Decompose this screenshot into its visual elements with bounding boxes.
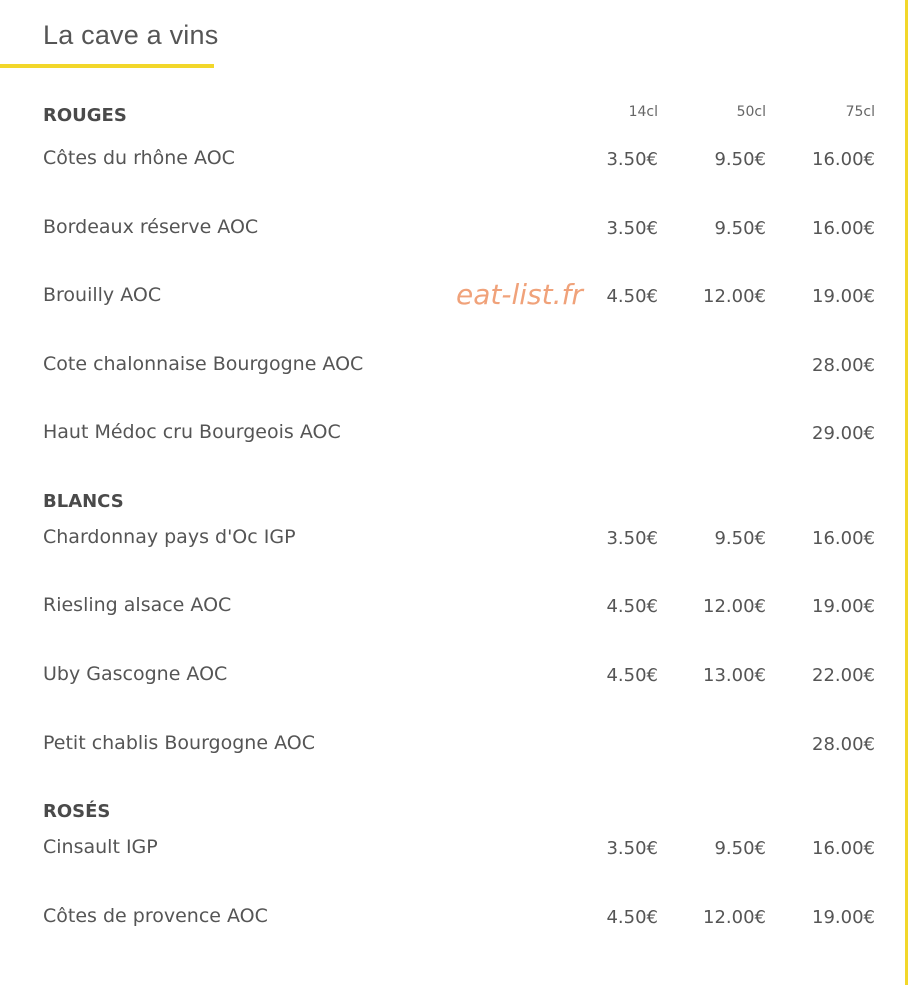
- title-underline: [0, 64, 214, 68]
- price-75cl: 28.00€: [812, 734, 875, 755]
- price-50cl: 12.00€: [703, 907, 766, 928]
- price-50cl: 9.50€: [714, 528, 766, 549]
- size-header-50cl: 50cl: [736, 104, 766, 120]
- price-50cl: 12.00€: [703, 596, 766, 617]
- wine-name: Petit chablis Bourgogne AOC: [43, 732, 315, 754]
- price-14cl: 4.50€: [606, 596, 658, 617]
- wine-name: Chardonnay pays d'Oc IGP: [43, 526, 296, 548]
- price-14cl: 3.50€: [606, 838, 658, 859]
- price-50cl: 9.50€: [714, 149, 766, 170]
- price-75cl: 19.00€: [812, 907, 875, 928]
- wine-name: Cote chalonnaise Bourgogne AOC: [43, 353, 364, 375]
- price-75cl: 19.00€: [812, 596, 875, 617]
- size-header-75cl: 75cl: [845, 104, 875, 120]
- price-75cl: 19.00€: [812, 286, 875, 307]
- wine-name: Riesling alsace AOC: [43, 594, 232, 616]
- price-50cl: 9.50€: [714, 838, 766, 859]
- section-heading-rouges: ROUGES: [43, 105, 127, 126]
- price-14cl: 4.50€: [606, 665, 658, 686]
- price-14cl: 4.50€: [606, 907, 658, 928]
- price-75cl: 16.00€: [812, 838, 875, 859]
- price-50cl: 9.50€: [714, 218, 766, 239]
- price-75cl: 16.00€: [812, 528, 875, 549]
- wine-name: Brouilly AOC: [43, 284, 162, 306]
- wine-name: Cinsault IGP: [43, 836, 158, 858]
- price-75cl: 22.00€: [812, 665, 875, 686]
- price-14cl: 3.50€: [606, 149, 658, 170]
- price-50cl: 12.00€: [703, 286, 766, 307]
- size-header-14cl: 14cl: [628, 104, 658, 120]
- wine-name: Bordeaux réserve AOC: [43, 216, 259, 238]
- section-heading-roses: ROSÉS: [43, 801, 111, 822]
- price-75cl: 16.00€: [812, 149, 875, 170]
- price-14cl: 3.50€: [606, 218, 658, 239]
- price-50cl: 13.00€: [703, 665, 766, 686]
- price-14cl: 3.50€: [606, 528, 658, 549]
- wine-name: Côtes du rhône AOC: [43, 147, 235, 169]
- watermark: eat-list.fr: [456, 278, 583, 311]
- price-14cl: 4.50€: [606, 286, 658, 307]
- price-75cl: 29.00€: [812, 423, 875, 444]
- wine-name: Côtes de provence AOC: [43, 905, 268, 927]
- section-heading-blancs: BLANCS: [43, 491, 124, 512]
- price-75cl: 16.00€: [812, 218, 875, 239]
- wine-name: Haut Médoc cru Bourgeois AOC: [43, 421, 341, 443]
- wine-name: Uby Gascogne AOC: [43, 663, 228, 685]
- price-75cl: 28.00€: [812, 355, 875, 376]
- page-title: La cave a vins: [43, 20, 219, 50]
